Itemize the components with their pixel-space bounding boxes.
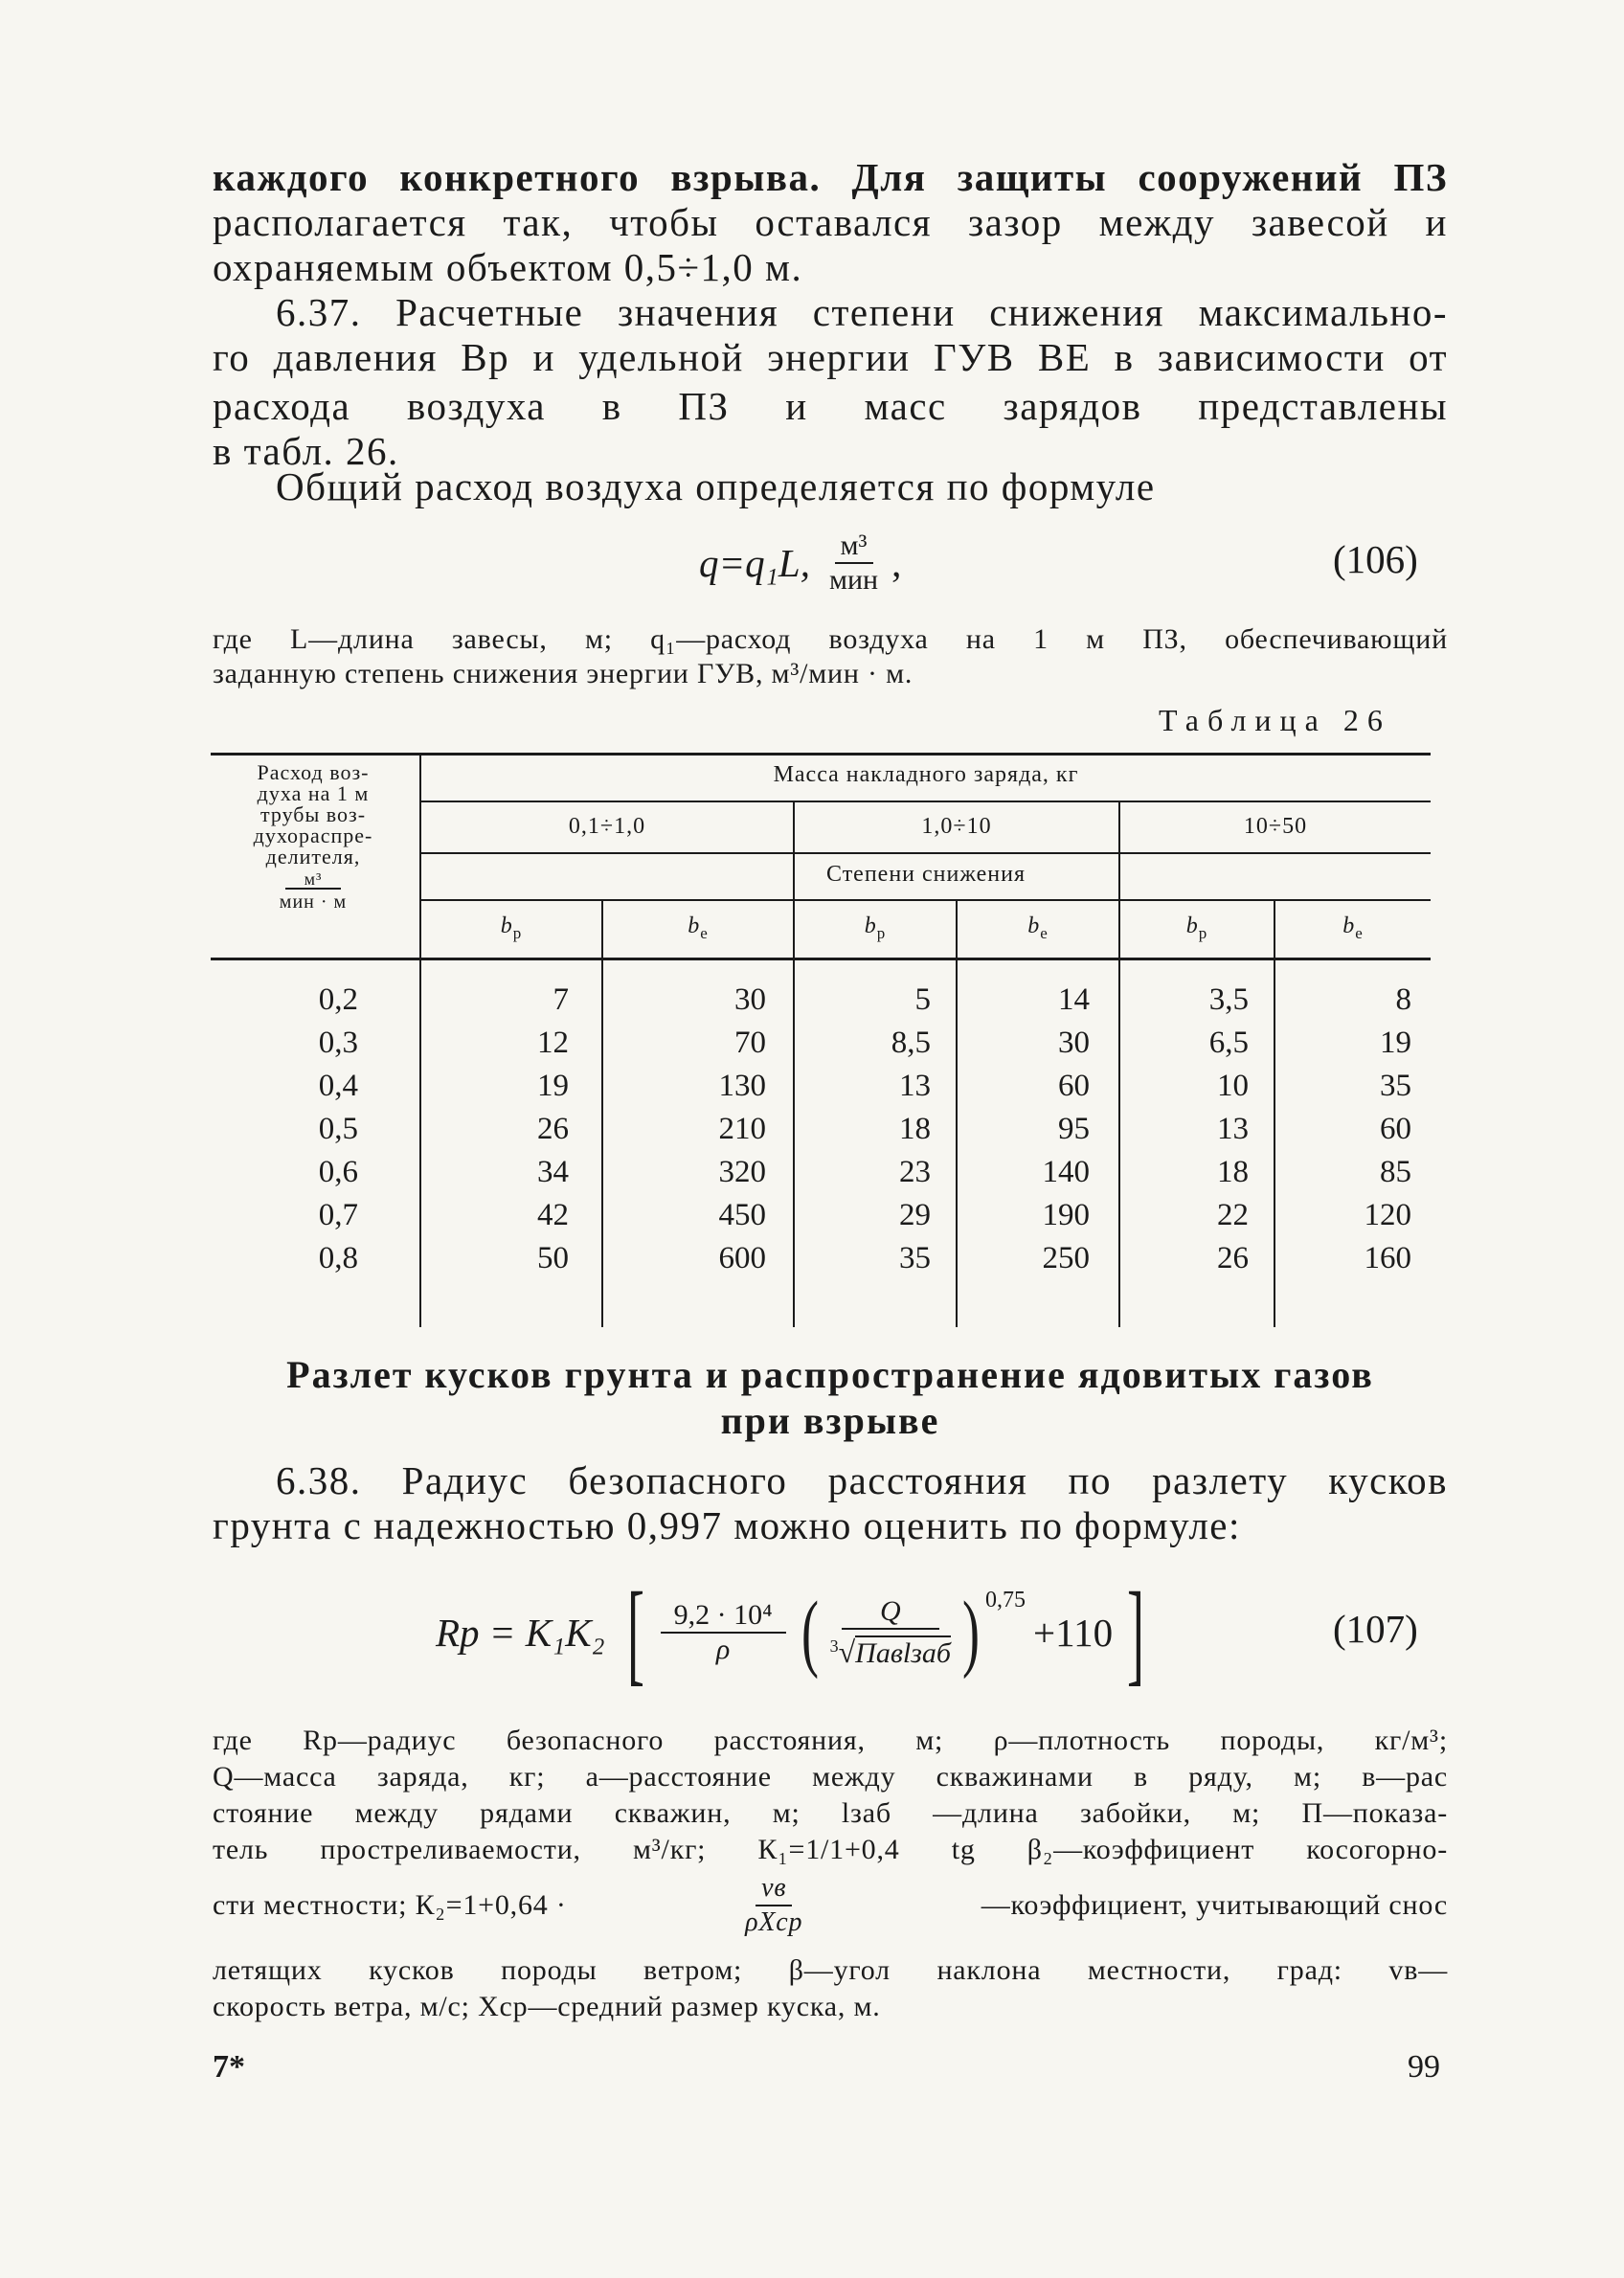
table-cell-value: 7 — [553, 982, 569, 1017]
stub-line-1: Расход воз- — [257, 760, 370, 784]
left-paren: ( — [801, 1585, 819, 1680]
stub-unit-den: мин · м — [279, 891, 348, 913]
note-107-line-7: скорость ветра, м/с; Xср—средний размер куска, м. — [213, 1991, 881, 2022]
table-cell-value: 320 — [718, 1155, 766, 1189]
formula-107-frac1-num: 9,2 · 10⁴ — [661, 1599, 786, 1634]
formula-107-frac2-den — [824, 1630, 957, 1670]
table-cell-value: 29 — [899, 1198, 931, 1232]
col-header-be-2: $b_e$ — [1027, 913, 1049, 942]
root-index: 3 — [829, 1636, 839, 1656]
formula-106-lhs: q=q₁L, — [699, 541, 810, 585]
note-107-fraction — [739, 1872, 808, 1939]
table-cell-value: 22 — [1217, 1198, 1249, 1232]
table-cell-value: 19 — [537, 1069, 569, 1103]
table-header-rule — [211, 958, 1431, 960]
table-cell-value: 600 — [718, 1241, 766, 1275]
table-cell-value: 160 — [1364, 1241, 1411, 1275]
left-bracket: [ — [626, 1568, 644, 1696]
table-cell-value: 35 — [899, 1241, 931, 1275]
paragraph-638-line-1: 6.38. Радиус безопасного расстояния по разлету кусков — [276, 1458, 1448, 1502]
table-cell-rate: 0,6 — [318, 1155, 358, 1189]
table-cell-value: 140 — [1042, 1155, 1090, 1189]
paragraph-1-line-1: каждого конкретного взрыва. Для защиты сооружений ПЗ — [213, 155, 1448, 199]
page-number: 99 — [1408, 2049, 1440, 2085]
table-cell-value: 95 — [1058, 1112, 1090, 1146]
col-header-be-1: $b_e$ — [688, 913, 709, 942]
table-cell-value: 35 — [1380, 1069, 1411, 1103]
table-cell-value: 50 — [537, 1241, 569, 1275]
table-rule-groups — [419, 852, 1431, 854]
table-cell-value: 450 — [718, 1198, 766, 1232]
table-26 — [211, 753, 1431, 1327]
table-cell-value: 120 — [1364, 1198, 1411, 1232]
formula-107 — [436, 1570, 1155, 1695]
note-107-line-1: где Rр—радиус безопасного расстояния, м; ρ—плотность породы, кг/м³; — [213, 1725, 1448, 1756]
table-cell-value: 14 — [1058, 982, 1090, 1017]
note-107-line-5 — [213, 1865, 1448, 1946]
table-cell-value: 190 — [1042, 1198, 1090, 1232]
table-cell-value: 8 — [1395, 982, 1411, 1017]
table-cell-value: 6,5 — [1208, 1026, 1249, 1060]
note-107-line-3: стояние между рядами скважин, м; lзаб —длина забойки, м; П—показа- — [213, 1797, 1448, 1829]
mass-group-2: 1,0÷10 — [921, 814, 992, 839]
table-top-rule — [211, 753, 1431, 756]
table-cell-value: 8,5 — [891, 1026, 931, 1060]
table-cell-value: 42 — [537, 1198, 569, 1232]
paragraph-formula-intro: Общий расход воздуха определяется по формуле — [276, 464, 1156, 508]
table-cell-value: 10 — [1217, 1069, 1249, 1103]
formula-106-num: м³ — [835, 530, 873, 564]
table-rule-mass — [419, 801, 1431, 802]
table-cell-rate: 0,2 — [318, 982, 358, 1017]
table-cell-value: 26 — [1217, 1241, 1249, 1275]
mass-group-3: 10÷50 — [1243, 814, 1308, 839]
note-107-frac-num: vв — [756, 1872, 792, 1906]
table-cell-rate: 0,3 — [318, 1026, 358, 1060]
table-degree-header: Степени снижения — [826, 862, 1026, 887]
note-107-line-4: тель простреливаемости, м³/кг; К₁=1/1+0,4 tg β₂—коэффициент косогорно- — [213, 1834, 1448, 1865]
table-stub-header — [211, 762, 416, 914]
table-cell-value: 34 — [537, 1155, 569, 1189]
table-cell-value: 30 — [1058, 1026, 1090, 1060]
note-106-line-1: где L—длина завесы, м; q₁—расход воздуха на 1 м ПЗ, обеспечивающий — [213, 623, 1448, 655]
root-radicand: Πaвlзаб — [855, 1637, 951, 1669]
note-107-line-5-a: сти местности; К₂=1+0,64 · — [213, 1889, 567, 1921]
note-107-line-5-b: —коэффициент, учитывающий снос — [981, 1889, 1448, 1921]
equation-number-106: (106) — [1333, 537, 1418, 581]
stub-unit-num: м³ — [285, 870, 342, 890]
stub-line-2: духа на 1 м — [257, 781, 370, 805]
mass-group-1: 0,1÷1,0 — [568, 814, 646, 839]
stub-unit-fraction — [280, 870, 347, 914]
table-rule-degree — [419, 899, 1431, 901]
table-cell-value: 210 — [718, 1112, 766, 1146]
table-cell-value: 60 — [1380, 1112, 1411, 1146]
table-cell-value: 18 — [899, 1112, 931, 1146]
table-cell-value: 26 — [537, 1112, 569, 1146]
table-cell-value: 3,5 — [1208, 982, 1249, 1017]
formula-106-tail: , — [891, 541, 902, 585]
section-title-line-1: Разлет кусков грунта и распространение ядовитых газов — [286, 1353, 1374, 1396]
formula-107-frac2-num: Q — [842, 1595, 939, 1630]
note-107-frac-den: ρXср — [745, 1907, 803, 1937]
paragraph-1-line-2: располагается так, чтобы оставался зазор между завесой и — [213, 200, 1448, 244]
table-caption: Таблица 26 — [1159, 703, 1391, 737]
equation-number-107: (107) — [1333, 1607, 1418, 1651]
paragraph-637-line-1: 6.37. Расчетные значения степени снижения максимально- — [276, 290, 1448, 334]
paragraph-638-line-2: грунта с надежностью 0,997 можно оценить по формуле: — [213, 1503, 1241, 1547]
table-mass-header: Масса накладного заряда, кг — [773, 762, 1079, 787]
root-sign-icon: √ — [838, 1635, 856, 1669]
right-bracket: ] — [1127, 1568, 1145, 1696]
table-cell-value: 18 — [1217, 1155, 1249, 1189]
table-cell-value: 5 — [914, 982, 931, 1017]
table-vrule-5 — [1274, 899, 1275, 1327]
note-106-line-2: заданную степень снижения энергии ГУВ, м³/мин · м. — [213, 658, 914, 689]
col-header-bp-3: $b_р$ — [1185, 913, 1208, 942]
table-cell-value: 23 — [899, 1155, 931, 1189]
section-title-line-2: при взрыве — [720, 1399, 940, 1442]
table-vrule-1 — [601, 899, 603, 1327]
table-cell-value: 30 — [734, 982, 766, 1017]
paragraph-1-line-3: охраняемым объектом 0,5÷1,0 м. — [213, 245, 803, 289]
paragraph-637-line-4: в табл. 26. — [213, 429, 399, 473]
col-header-bp-2: $b_р$ — [864, 913, 887, 942]
table-cell-value: 13 — [1217, 1112, 1249, 1146]
stub-line-5: делителя, — [265, 845, 361, 868]
formula-107-frac1-den: ρ — [715, 1634, 731, 1665]
table-vrule-3 — [956, 899, 958, 1327]
formula-107-fraction-2 — [824, 1595, 957, 1670]
formula-107-lhs: Rр = К₁К₂ — [436, 1611, 605, 1655]
table-cell-value: 13 — [899, 1069, 931, 1103]
table-cell-value: 12 — [537, 1026, 569, 1060]
table-cell-rate: 0,8 — [318, 1241, 358, 1275]
table-cell-value: 70 — [734, 1026, 766, 1060]
col-header-bp-1: $b_р$ — [500, 913, 523, 942]
signature-mark: 7* — [213, 2049, 245, 2085]
table-cell-rate: 0,7 — [318, 1198, 358, 1232]
table-cell-rate: 0,5 — [318, 1112, 358, 1146]
formula-107-exponent: 0,75 — [984, 1588, 1026, 1613]
stub-line-4: духораспре- — [253, 823, 373, 847]
table-cell-value: 130 — [718, 1069, 766, 1103]
stub-line-3: трубы воз- — [259, 802, 367, 826]
formula-107-fraction-1 — [661, 1599, 786, 1666]
right-paren: ) — [961, 1585, 980, 1680]
paragraph-637-line-3: расхода воздуха в ПЗ и масс зарядов представлены — [213, 384, 1448, 428]
table-cell-value: 19 — [1380, 1026, 1411, 1060]
paragraph-637-line-2: го давления Bр и удельной энергии ГУВ BE в зависимости от — [213, 335, 1448, 379]
table-cell-rate: 0,4 — [318, 1069, 358, 1103]
note-107-line-2: Q—масса заряда, кг; a—расстояние между скважинами в ряду, м; в—рас — [213, 1761, 1448, 1793]
col-header-be-3: $b_e$ — [1342, 913, 1364, 942]
table-cell-value: 85 — [1380, 1155, 1411, 1189]
formula-106 — [699, 525, 901, 601]
formula-107-plus-term: +110 — [1032, 1611, 1114, 1655]
formula-106-den: мин — [828, 564, 879, 596]
formula-106-fraction — [823, 530, 884, 597]
table-cell-value: 250 — [1042, 1241, 1090, 1275]
note-107-line-6: летящих кусков породы ветром; β—угол наклона местности, град: vв— — [213, 1954, 1448, 1986]
table-cell-value: 60 — [1058, 1069, 1090, 1103]
